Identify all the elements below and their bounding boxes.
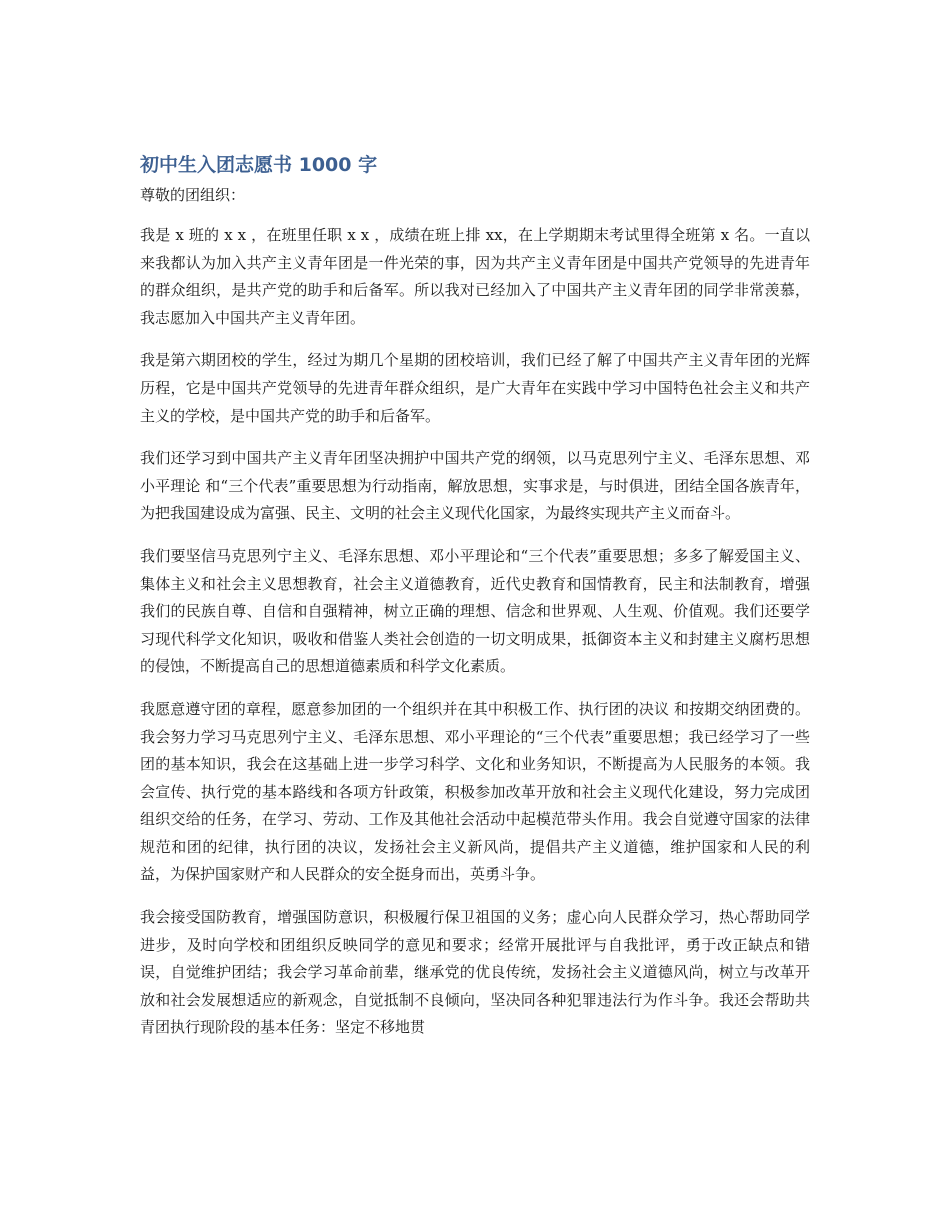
document-title: 初中生入团志愿书 1000 字 [140, 154, 378, 176]
paragraph-3: 我们还学习到中国共产主义青年团坚决拥护中国共产党的纲领，以马克思列宁主义、毛泽东思想、邓小平理论 和“三个代表”重要思想为行动指南，解放思想，实事求是，与时俱进，团结全国各族青年，为把我国建设成为富强、民主、文明的社会主义现代化国家，为最终实现共产主义而奋斗。 [140, 449, 810, 523]
document-page [140, 151, 810, 1042]
paragraph-2: 我是第六期团校的学生，经过为期几个星期的团校培训，我们已经了解了中国共产主义青年团的光辉历程，它是中国共产党领导的先进青年群众组织，是广大青年在实践中学习中国特色社会主义和共产主义的学校，是中国共产党的助手和后备军。 [140, 351, 810, 425]
paragraph-4: 我们要坚信马克思列宁主义、毛泽东思想、邓小平理论和“三个代表”重要思想；多多了解爱国主义、集体主义和社会主义思想教育，社会主义道德教育，近代史教育和国情教育，民主和法制教育，增强我们的民族自尊、自信和自强精神，树立正确的理想、信念和世界观、人生观、价值观。我们还要学习现代科学文化知识，吸收和借鉴人类社会创造的一切文明成果，抵御资本主义和封建主义腐朽思想的侵蚀，不断提高自己的思想道德素质和科学文化素质。 [140, 546, 810, 676]
paragraph-6: 我会接受国防教育，增强国防意识，积极履行保卫祖国的义务；虚心向人民群众学习，热心帮助同学进步，及时向学校和团组织反映同学的意见和要求；经常开展批评与自我批评，勇于改正缺点和错误，自觉维护团结；我会学习革命前辈，继承党的优良传统，发扬社会主义道德风尚，树立与改革开放和社会发展想适应的新观念，自觉抵制不良倾向，坚决同各种犯罪违法行为作斗争。我还会帮助共青团执行现阶段的基本任务：坚定不移地贯 [140, 908, 810, 1037]
salutation: 尊敬的团组织： [140, 186, 246, 204]
paragraph-1: 我是 x 班的 x x ，在班里任职 x x ，成绩在班上排 xx，在上学期期末考试里得全班第 x 名。一直以来我都认为加入共产主义青年团是一件光荣的事，因为共产主义青年团是中国共产党领导的先进青年的群众组织，是共产党的助手和后备军。所以我对已经加入了中国共产主义青年团的同学非常羡慕，我志愿加入中国共产主义青年团。 [140, 226, 810, 327]
paragraph-5: 我愿意遵守团的章程，愿意参加团的一个组织并在其中积极工作、执行团的决议 和按期交纳团费的。我会努力学习马克思列宁主义、毛泽东思想、邓小平理论的“三个代表”重要思想；我已经学习了一些团的基本知识，我会在这基础上进一步学习科学、文化和业务知识，不断提高为人民服务的本领。我会宣传、执行党的基本路线和各项方针政策，积极参加改革开放和社会主义现代化建设，努力完成团组织交给的任务，在学习、劳动、工作及其他社会活动中起模范带头作用。我会自觉遵守国家的法律规范和团的纪律，执行团的决议，发扬社会主义新风尚，提倡共产主义道德，维护国家和人民的利益，为保护国家财产和人民群众的安全挺身而出，英勇斗争。 [140, 699, 810, 884]
